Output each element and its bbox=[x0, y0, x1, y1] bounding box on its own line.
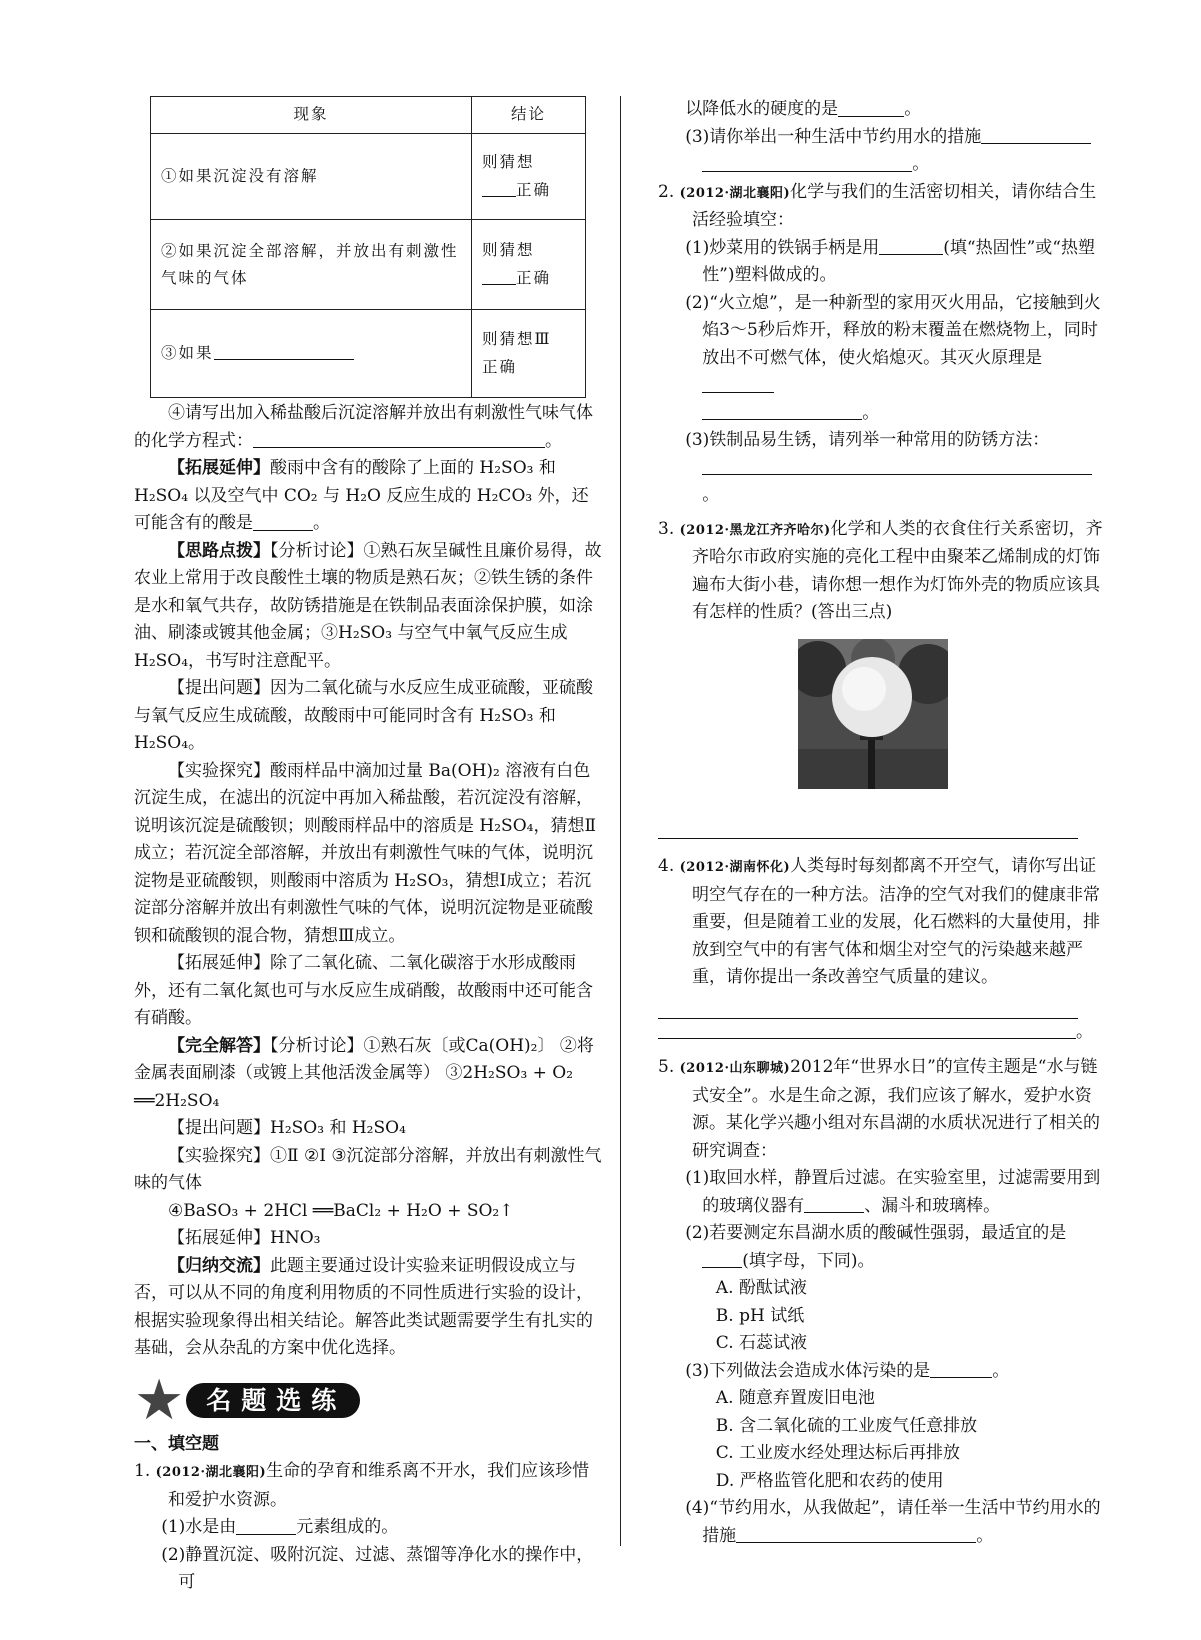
answer-blank[interactable] bbox=[736, 1525, 976, 1543]
answer-extension: 【拓展延伸】HNO₃ bbox=[168, 1228, 321, 1248]
punct: 。 bbox=[862, 402, 880, 423]
question-1 bbox=[134, 1458, 604, 1514]
table-row bbox=[151, 134, 586, 220]
punct: 。 bbox=[545, 430, 562, 451]
answer-blank[interactable] bbox=[658, 1021, 1076, 1039]
answer-blank[interactable] bbox=[930, 1360, 992, 1378]
question-source: (2012·湖北襄阳) bbox=[679, 185, 791, 201]
starfish-icon: ★ bbox=[134, 1367, 185, 1433]
answer-blank[interactable] bbox=[482, 180, 516, 197]
conclusion-text: 则猜想 bbox=[482, 241, 535, 259]
option-item[interactable]: A. 随意弃置废旧电池 bbox=[715, 1388, 875, 1408]
question-text: (填“热固性”或“热塑性”)塑料做成的。 bbox=[702, 237, 1095, 285]
question-text: 酸雨中含有的酸除了上面的 H₂SO₃ 和 H₂SO₄ 以及空气中 CO₂ 与 H₂O 反应生成的 H₂CO₃ 外，还可能含有的酸是 bbox=[134, 458, 589, 533]
question-4 bbox=[658, 853, 1104, 992]
question-text: ④请写出加入稀盐酸后沉淀溶解并放出有刺激性气味气体的化学方程式： bbox=[134, 403, 593, 451]
question-text: 化学和人类的衣食住行关系密切，齐齐哈尔市政府实施的亮化工程中由聚苯乙烯制成的灯饰遍布大街小巷，请你想一想作为灯饰外壳的物质应该具有怎样的性质？(答出三点) bbox=[692, 518, 1103, 622]
extension-question bbox=[134, 455, 604, 538]
answer-line[interactable] bbox=[658, 992, 1078, 1019]
question-text: (3)下列做法会造成水体污染的是 bbox=[685, 1360, 931, 1381]
answer-blank[interactable] bbox=[702, 457, 1092, 475]
answer-analysis bbox=[134, 1033, 604, 1116]
punct: 。 bbox=[313, 513, 330, 533]
question-number: 5. bbox=[658, 1057, 675, 1077]
question-4-equation bbox=[134, 400, 604, 455]
question-2-part-1 bbox=[685, 235, 1104, 290]
question-1-part-1 bbox=[161, 1514, 604, 1542]
answer-blank[interactable] bbox=[702, 1250, 742, 1268]
column-divider bbox=[620, 96, 621, 1546]
question-number: 2. bbox=[658, 181, 675, 202]
answer-blank[interactable] bbox=[702, 375, 774, 393]
question-2-part-2 bbox=[685, 290, 1104, 428]
question-text: (3)请你举出一种生活中节约用水的措施 bbox=[685, 126, 982, 147]
question-text: 元素组成的。 bbox=[296, 1517, 399, 1537]
conclusion-text: 则猜想 bbox=[482, 153, 535, 171]
table-cell-phenomenon: ①如果沉淀没有溶解 bbox=[151, 134, 472, 220]
answer-line[interactable] bbox=[658, 812, 1078, 839]
question-text: (1)炒菜用的铁锅手柄是用 bbox=[685, 237, 880, 258]
answer-text: 【分析讨论】①熟石灰〔或Ca(OH)₂〕 ②将金属表面刷漆（或镀上其他活泼金属等） ③2H₂SO₃ + O₂ ══2H₂SO₄ bbox=[134, 1035, 594, 1111]
answer-blank[interactable] bbox=[804, 1195, 864, 1213]
conclusion-text: 正确 bbox=[516, 268, 552, 287]
answer-blank[interactable] bbox=[482, 268, 516, 285]
punct: 。 bbox=[912, 154, 930, 174]
question-text: (填字母，下同)。 bbox=[742, 1250, 875, 1271]
answer-blank[interactable] bbox=[702, 154, 912, 172]
question-5-part-2 bbox=[685, 1220, 1104, 1275]
table-cell-conclusion bbox=[472, 310, 586, 398]
question-2-part-3 bbox=[685, 427, 1104, 510]
question-text: 人类每时每刻都离不开空气，请你写出证明空气存在的一种方法。洁净的空气对我们的健康非常重要，但是随着工业的发展，化石燃料的大量使用，排放到空气中的有害气体和烟尘对空气的污染越来越严重，请你提出一条改善空气质量的建议。 bbox=[692, 856, 1100, 987]
answer-blank[interactable] bbox=[214, 344, 354, 361]
answer-blank[interactable] bbox=[253, 513, 313, 531]
answer-blank[interactable] bbox=[879, 237, 943, 255]
answer-blank[interactable] bbox=[702, 402, 862, 420]
table-cell-conclusion bbox=[472, 220, 586, 310]
question-text: 化学与我们的生活密切相关，请你结合生活经验填空： bbox=[692, 181, 1097, 230]
conclusion-text: 则猜想Ⅲ bbox=[482, 330, 552, 348]
question-5-part-1 bbox=[685, 1165, 1104, 1220]
question-text: 2012年“世界水日”的宣传主题是“水与链式安全”。水是生命之源，我们应该了解水，爱护水资源。某化学兴趣小组对东昌湖的水质状况进行了相关的研究调查： bbox=[692, 1057, 1100, 1161]
conclusion-text: 正确 bbox=[482, 357, 518, 376]
question-number: 1. bbox=[134, 1461, 151, 1481]
street-lamp-photo bbox=[798, 639, 948, 789]
table-cell-conclusion bbox=[472, 134, 586, 220]
question-1-part-2: (2)静置沉淀、吸附沉淀、过滤、蒸馏等净化水的操作中，可 bbox=[161, 1544, 594, 1592]
question-1-part-2-cont bbox=[658, 96, 1104, 124]
question-3 bbox=[658, 516, 1104, 627]
answer-blank[interactable] bbox=[981, 126, 1091, 144]
question-number: 4. bbox=[658, 856, 675, 876]
option-item[interactable]: C. 石蕊试液 bbox=[715, 1333, 808, 1353]
analysis-question: 【提出问题】因为二氧化硫与水反应生成亚硫酸，亚硫酸与氧气反应生成硫酸，故酸雨中可能同时含有 H₂SO₃ 和 H₂SO₄。 bbox=[134, 678, 593, 753]
question-5 bbox=[658, 1054, 1104, 1165]
option-item[interactable]: B. pH 试纸 bbox=[715, 1305, 805, 1326]
question-text: (1)取回水样，静置后过滤。在实验室里，过滤需要用到的玻璃仪器有 bbox=[685, 1168, 1101, 1216]
table-cell-phenomenon bbox=[151, 310, 472, 398]
punct: 。 bbox=[702, 485, 720, 505]
table-row bbox=[151, 310, 586, 398]
question-source: (2012·山东聊城) bbox=[679, 1061, 791, 1076]
question-source: (2012·黑龙江齐齐哈尔) bbox=[679, 522, 831, 538]
option-item[interactable]: D. 严格监管化肥和农药的使用 bbox=[715, 1470, 944, 1491]
section-tag: 【思路点拨】 bbox=[168, 540, 270, 561]
answer-equation: ④BaSO₃ + 2HCl ══BaCl₂ + H₂O + SO₂↑ bbox=[168, 1200, 514, 1221]
option-item[interactable]: B. 含二氧化硫的工业废气任意排放 bbox=[715, 1415, 978, 1436]
tips-paragraph bbox=[134, 538, 604, 676]
option-item[interactable]: A. 酚酞试液 bbox=[715, 1278, 807, 1298]
left-column bbox=[134, 96, 604, 1597]
punct: 。 bbox=[992, 1360, 1010, 1381]
answer-question: 【提出问题】H₂SO₃ 和 H₂SO₄ bbox=[168, 1118, 406, 1138]
table-cell-phenomenon: ②如果沉淀全部溶解，并放出有刺激性气味的气体 bbox=[151, 220, 472, 310]
question-text: 、漏斗和玻璃棒。 bbox=[864, 1195, 1001, 1216]
answer-blank[interactable] bbox=[253, 430, 545, 448]
phenomenon-text: ③如果 bbox=[161, 343, 214, 362]
question-text: (2)“火立熄”，是一种新型的家用灭火用品，它接触到火焰3～5秒后炸开，释放的粉末覆盖在燃烧物上，同时放出不可燃气体，使火焰熄灭。其灭火原理是 bbox=[685, 292, 1101, 368]
question-text: (4)“节约用水，从我做起”，请任举一生活中节约用水的措施 bbox=[685, 1498, 1101, 1546]
section-heading: 一、填空题 bbox=[134, 1433, 219, 1454]
question-source: (2012·湖北襄阳) bbox=[155, 1465, 267, 1480]
question-5-part-3 bbox=[685, 1358, 1104, 1386]
question-5-part-4 bbox=[685, 1495, 1104, 1550]
section-tag: 【完全解答】 bbox=[168, 1035, 270, 1056]
section-banner bbox=[134, 1367, 604, 1433]
answer-experiment: 【实验探究】①Ⅱ ②Ⅰ ③沉淀部分溶解，并放出有刺激性气味的气体 bbox=[134, 1145, 602, 1193]
table-row bbox=[151, 220, 586, 310]
section-tag: 【拓展延伸】 bbox=[168, 458, 270, 478]
summary-text: 此题主要通过设计实验来证明假设成立与否，可以从不同的角度利用物质的不同性质进行实验的设计，根据实验现象得出相关结论。解答此类试题需要学生有扎实的基础，会从杂乱的方案中优化选择。 bbox=[134, 1255, 593, 1358]
question-text: 以降低水的硬度的是 bbox=[685, 99, 839, 119]
analysis-extension: 【拓展延伸】除了二氧化硫、二氧化碳溶于水形成酸雨外，还有二氧化氮也可与水反应生成硝酸，故酸雨中还可能含有硝酸。 bbox=[134, 953, 593, 1028]
right-column bbox=[658, 96, 1104, 1550]
punct: 。 bbox=[1076, 1021, 1093, 1042]
table-header-conclusion: 结论 bbox=[472, 97, 586, 134]
question-text: (2)若要测定东昌湖水质的酸碱性强弱，最适宜的是 bbox=[685, 1223, 1067, 1243]
conclusion-text: 正确 bbox=[516, 180, 552, 199]
answer-blank[interactable] bbox=[236, 1517, 296, 1535]
analysis-experiment: 【实验探究】酸雨样品中滴加过量 Ba(OH)₂ 溶液有白色沉淀生成，在滤出的沉淀中再加入稀盐酸，若沉淀没有溶解，说明该沉淀是硫酸钡；则酸雨样品中的溶质是 H₂SO₄，猜想Ⅱ成立；若沉淀全部溶解，并放出有刺激性气味的气体，说明沉淀物是亚硫酸钡，则酸雨中溶质为 H₂SO₃，猜想Ⅰ成立；若沉淀部分溶解并放出有刺激性气味的气体，说明沉淀物是亚硫酸钡和硫酸钡的混合物，猜想Ⅲ成立。 bbox=[134, 760, 596, 946]
table-header-phenomenon: 现象 bbox=[151, 97, 472, 134]
section-tag: 【归纳交流】 bbox=[168, 1255, 270, 1276]
answer-line-with-period bbox=[658, 1019, 1104, 1047]
question-2 bbox=[658, 179, 1104, 235]
question-number: 3. bbox=[658, 518, 675, 539]
punct: 。 bbox=[976, 1525, 994, 1546]
banner-title: 名题选练 bbox=[186, 1383, 360, 1419]
tips-text: 【分析讨论】①熟石灰呈碱性且廉价易得，故农业上常用于改良酸性土壤的物质是熟石灰；②铁生锈的条件是水和氧气共存，故防锈措施是在铁制品表面涂保护膜，如涂油、刷漆或镀其他金属；③H₂SO₃ 与空气中氧气反应生成 H₂SO₄，书写时注意配平。 bbox=[134, 540, 602, 671]
question-source: (2012·湖南怀化) bbox=[679, 860, 791, 875]
option-item[interactable]: C. 工业废水经处理达标后再排放 bbox=[715, 1443, 961, 1463]
answer-blank[interactable] bbox=[838, 99, 904, 117]
punct: 。 bbox=[904, 99, 922, 119]
question-text: (1)水是由 bbox=[161, 1517, 237, 1537]
observation-table bbox=[150, 96, 586, 398]
question-text: (3)铁制品易生锈，请列举一种常用的防锈方法： bbox=[685, 430, 1050, 450]
question-1-part-3 bbox=[685, 124, 1104, 179]
question-text: 生命的孕育和维系离不开水，我们应该珍惜和爱护水资源。 bbox=[168, 1461, 590, 1510]
summary-paragraph bbox=[134, 1253, 604, 1363]
